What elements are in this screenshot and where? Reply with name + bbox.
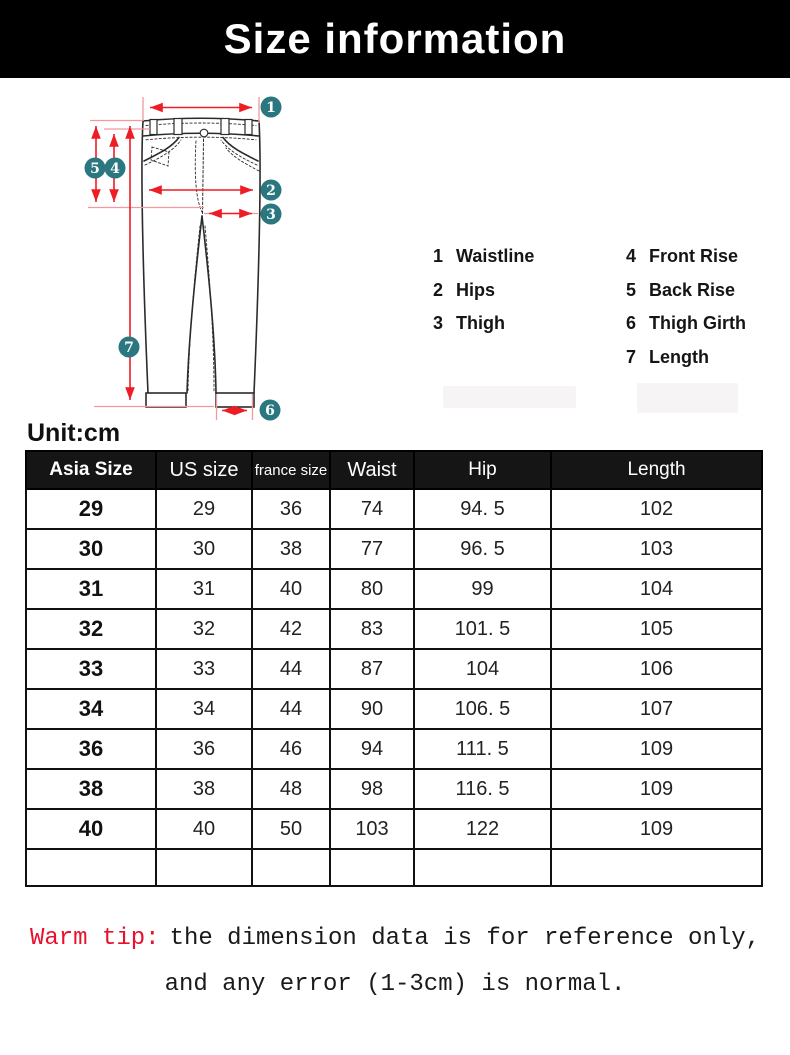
table-cell: 102: [551, 489, 762, 529]
legend-number: 7: [626, 346, 637, 367]
table-cell: 99: [414, 569, 551, 609]
table-cell: 40: [252, 569, 330, 609]
size-table: [25, 450, 763, 887]
badge-7: [119, 337, 140, 358]
table-cell: [330, 849, 414, 886]
table-cell: 40: [156, 809, 252, 849]
table-cell: 109: [551, 769, 762, 809]
badge-3: [261, 204, 282, 225]
table-cell: 36: [26, 729, 156, 769]
table-cell: [414, 849, 551, 886]
table-cell: 74: [330, 489, 414, 529]
table-cell: 33: [26, 649, 156, 689]
warm-tip-label: Warm tip:: [29, 925, 160, 952]
table-cell: 94: [330, 729, 414, 769]
svg-text:7: 7: [124, 340, 134, 357]
badge-2: [261, 180, 282, 201]
table-cell: 29: [26, 489, 156, 529]
legend-label: Thigh Girth: [649, 313, 746, 334]
legend-number: 1: [433, 246, 444, 267]
table-cell: 29: [156, 489, 252, 529]
table-cell: [156, 849, 252, 886]
faint-watermark-block: [637, 383, 738, 413]
table-row: [26, 809, 762, 849]
table-row: [26, 769, 762, 809]
svg-text:3: 3: [266, 207, 276, 224]
table-cell: 111. 5: [414, 729, 551, 769]
table-row: [26, 529, 762, 569]
table-cell: 96. 5: [414, 529, 551, 569]
table-row: [26, 729, 762, 769]
legend-number: 4: [626, 246, 637, 267]
table-cell: 38: [26, 769, 156, 809]
table-cell: 38: [252, 529, 330, 569]
legend-number: 2: [433, 279, 444, 300]
table-row: [26, 609, 762, 649]
warm-tip-text1: the dimension data is for reference only,: [169, 925, 761, 952]
column-header-waist: Waist: [330, 451, 414, 489]
table-header-row: [26, 451, 762, 489]
table-cell: 116. 5: [414, 769, 551, 809]
warm-tip-note: [0, 916, 790, 1008]
legend-item-waistline: [433, 240, 534, 274]
table-cell: 33: [156, 649, 252, 689]
table-cell: [26, 849, 156, 886]
column-header-length: Length: [551, 451, 762, 489]
table-cell: 103: [330, 809, 414, 849]
table-cell: 50: [252, 809, 330, 849]
pants-measurement-diagram: [0, 0, 790, 440]
table-row: [26, 649, 762, 689]
legend-label: Thigh: [456, 313, 505, 334]
column-header-us-size: US size: [156, 451, 252, 489]
table-cell: 104: [414, 649, 551, 689]
table-row: [26, 489, 762, 529]
measurement-arrows: [96, 108, 253, 411]
legend-label: Front Rise: [649, 246, 739, 267]
svg-text:5: 5: [90, 161, 100, 178]
table-row: [26, 849, 762, 886]
table-cell: 80: [330, 569, 414, 609]
table-cell: 44: [252, 649, 330, 689]
table-cell: 34: [156, 689, 252, 729]
table-cell: 31: [156, 569, 252, 609]
table-cell: 106. 5: [414, 689, 551, 729]
badge-4: [105, 158, 126, 179]
jeans-outline-drawing: [142, 118, 260, 407]
legend-item-front-rise: [626, 240, 746, 274]
table-cell: 122: [414, 809, 551, 849]
table-row: [26, 689, 762, 729]
column-header-hip: Hip: [414, 451, 551, 489]
table-cell: 31: [26, 569, 156, 609]
badge-5: [85, 158, 106, 179]
table-cell: 87: [330, 649, 414, 689]
legend-item-hips: [433, 274, 534, 308]
legend-number: 3: [433, 313, 444, 334]
table-cell: 36: [252, 489, 330, 529]
svg-text:1: 1: [266, 100, 276, 117]
legend-item-back-rise: [626, 274, 746, 308]
badge-6: [260, 400, 281, 421]
table-row: [26, 569, 762, 609]
table-cell: 30: [156, 529, 252, 569]
table-cell: 40: [26, 809, 156, 849]
table-cell: [252, 849, 330, 886]
unit-label: Unit:cm: [27, 419, 121, 447]
table-cell: 104: [551, 569, 762, 609]
table-cell: 32: [26, 609, 156, 649]
legend-item-length: [626, 341, 746, 375]
table-cell: [551, 849, 762, 886]
legend-number: 5: [626, 279, 637, 300]
page-title: Size information: [223, 15, 567, 62]
table-cell: 103: [551, 529, 762, 569]
table-cell: 98: [330, 769, 414, 809]
table-cell: 48: [252, 769, 330, 809]
svg-text:6: 6: [265, 403, 275, 420]
size-table-body: [26, 489, 762, 886]
measurement-legend-col1: [433, 240, 534, 341]
table-cell: 106: [551, 649, 762, 689]
table-cell: 36: [156, 729, 252, 769]
column-header-asia-size: Asia Size: [26, 451, 156, 489]
table-cell: 30: [26, 529, 156, 569]
warm-tip-line2: and any error (1-3cm) is normal.: [164, 971, 626, 998]
table-cell: 109: [551, 729, 762, 769]
table-cell: 46: [252, 729, 330, 769]
legend-number: 6: [626, 313, 637, 334]
column-header-france-size: france size: [252, 451, 330, 489]
legend-item-thigh: [433, 307, 534, 341]
table-cell: 94. 5: [414, 489, 551, 529]
table-cell: 90: [330, 689, 414, 729]
table-cell: 34: [26, 689, 156, 729]
measurement-legend-col2: [626, 240, 746, 374]
svg-text:2: 2: [266, 183, 276, 200]
table-cell: 105: [551, 609, 762, 649]
legend-label: Hips: [456, 279, 496, 300]
legend-label: Length: [649, 346, 709, 367]
table-cell: 38: [156, 769, 252, 809]
table-cell: 109: [551, 809, 762, 849]
table-cell: 32: [156, 609, 252, 649]
legend-label: Back Rise: [649, 279, 736, 300]
table-cell: 83: [330, 609, 414, 649]
svg-text:4: 4: [110, 161, 120, 178]
table-cell: 44: [252, 689, 330, 729]
legend-item-thigh-girth: [626, 307, 746, 341]
legend-label: Waistline: [456, 246, 535, 267]
table-cell: 101. 5: [414, 609, 551, 649]
faint-watermark-block: [443, 386, 576, 408]
warm-tip-line1: [0, 916, 790, 962]
table-cell: 42: [252, 609, 330, 649]
table-cell: 77: [330, 529, 414, 569]
table-cell: 107: [551, 689, 762, 729]
badge-1: [261, 97, 282, 118]
